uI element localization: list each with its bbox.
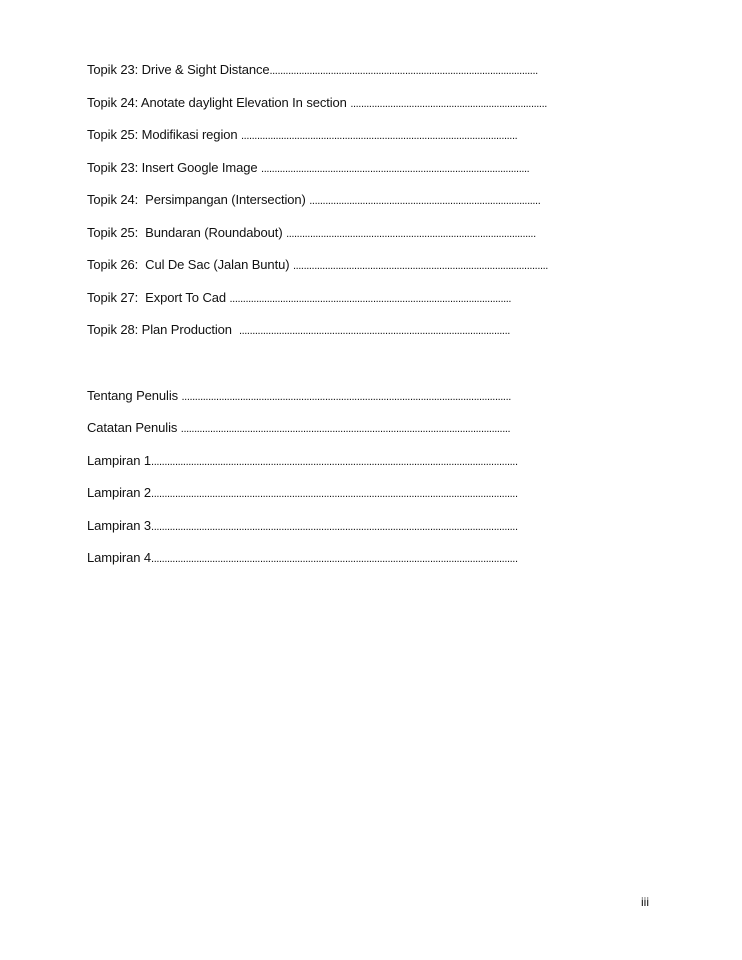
toc-entry [87,190,587,223]
toc-entry [87,60,587,93]
toc-topics-group [87,60,587,353]
toc-entry-leader: ........................................................................................................ [241,130,518,142]
toc-entry-title: Topik 27: Export To Cad [87,289,230,305]
toc-entry [87,451,587,484]
table-of-contents [87,60,587,581]
toc-entry-leader: .............................................................................................. [286,227,536,240]
toc-entry-leader: ..................................................................................................... [261,162,530,175]
toc-entry-leader: ..................................................................................................... [269,65,538,77]
toc-entry-leader: ....................................................................................... [309,195,541,207]
toc-entry-title: Topik 23: Insert Google Image [87,159,262,175]
toc-entry [87,386,587,419]
toc-entry [87,255,587,288]
toc-entry-leader: .......................................................................................................................................... [151,520,518,533]
page-number: iii [641,895,649,909]
toc-entry-title: Lampiran 3 [87,517,152,533]
toc-entry-title: Lampiran 4 [87,550,152,565]
toc-entry-title: Lampiran 2 [87,485,152,500]
toc-entry [87,548,587,581]
toc-entry-title: Lampiran 1 [87,452,152,468]
toc-entry-leader: ................................................................................................ [292,260,548,272]
toc-back-matter-group [87,386,587,581]
toc-entry-title: Topik 28: Plan Production [87,322,239,337]
toc-entry-title: Topik 25: Modifikasi region [87,127,242,142]
toc-entry-title: Topik 24: Persimpangan (Intersection) [87,192,310,207]
toc-entry-title: Topik 25: Bundaran (Roundabout) [87,224,287,240]
toc-entry [87,516,587,549]
toc-entry [87,125,587,158]
toc-entry-leader: .......................................................................... [350,97,547,110]
toc-entry [87,93,587,126]
toc-entry-leader: ............................................................................................................................ [180,423,511,435]
toc-entry [87,418,587,451]
toc-entry-title: Catatan Penulis [87,420,181,435]
toc-entry-leader: ............................................................................................................................ [181,390,511,403]
toc-entry [87,320,587,353]
toc-entry-leader: .......................................................................................................................................... [151,488,518,500]
toc-entry-title: Topik 24: Anotate daylight Elevation In section [87,94,351,110]
toc-entry [87,223,587,256]
toc-entry-leader: .......................................................................................................... [229,292,512,305]
toc-entry [87,483,587,516]
toc-entry-title: Topik 23: Drive & Sight Distance [87,62,270,77]
toc-entry-leader: ...................................................................................................... [238,325,510,337]
toc-entry-title: Topik 26: Cul De Sac (Jalan Buntu) [87,257,293,272]
toc-entry-title: Tentang Penulis [87,387,182,403]
toc-entry [87,288,587,321]
toc-entry-leader: .......................................................................................................................................... [151,455,518,468]
toc-entry [87,158,587,191]
toc-entry-leader: .......................................................................................................................................... [151,553,518,565]
